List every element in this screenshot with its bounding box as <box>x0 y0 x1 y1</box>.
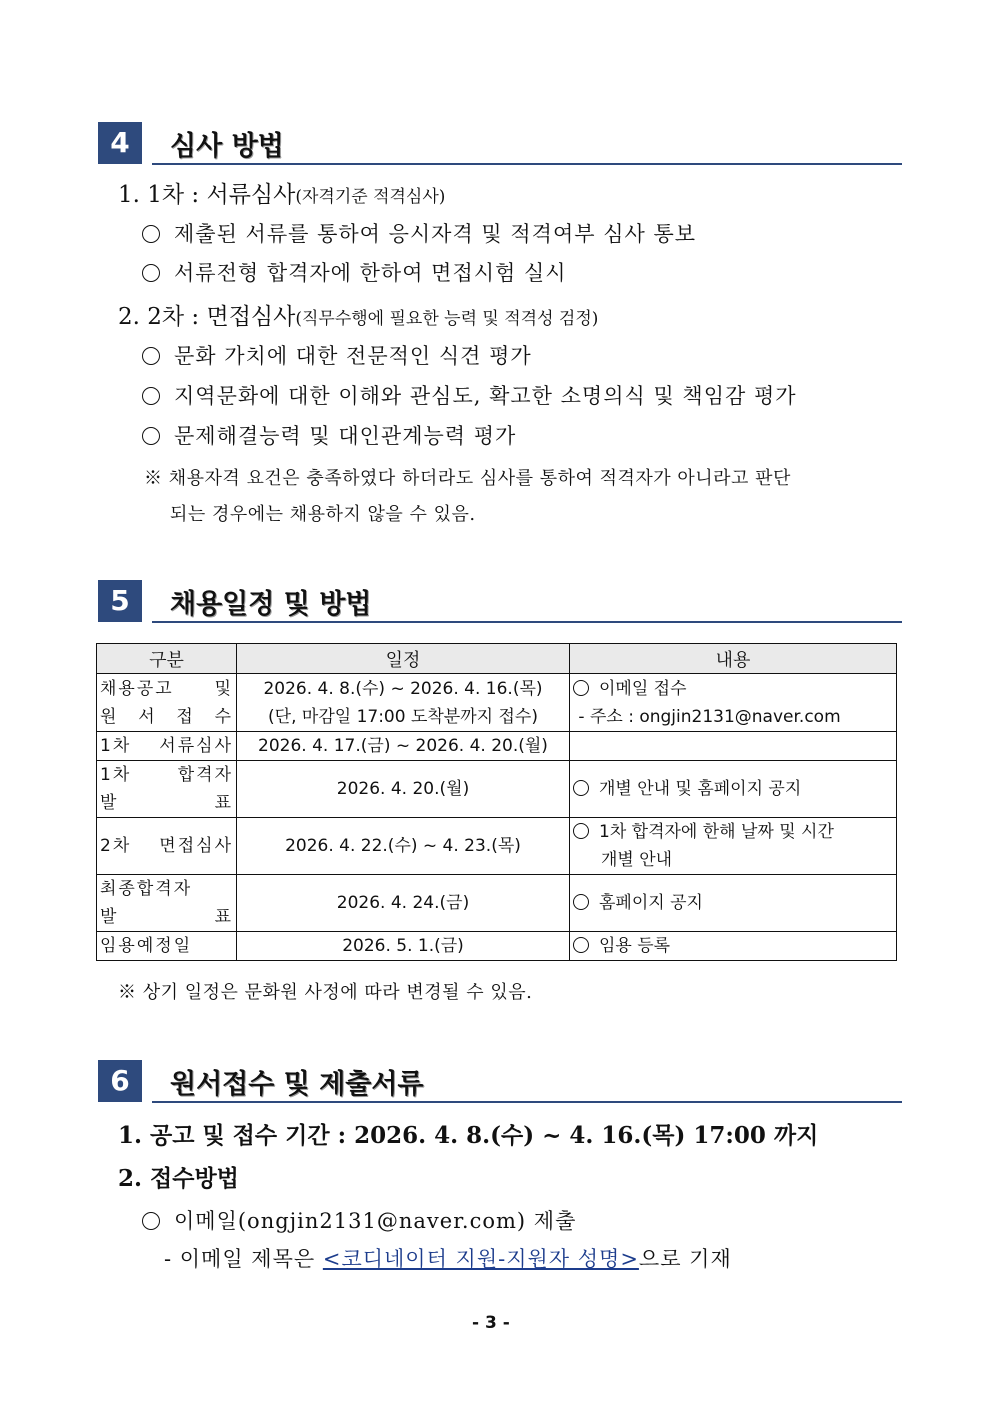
content-line: - 주소 : ongjin2131@naver.com <box>573 706 841 727</box>
sec4-item2 <box>118 298 598 331</box>
header-schedule: 일정 <box>237 644 570 674</box>
section-4-rule <box>152 163 902 165</box>
sec4-item2-bullet-1 <box>142 340 532 370</box>
row-content <box>570 818 897 875</box>
subline-prefix: - 이메일 제목은 <box>164 1247 323 1271</box>
category-line: 원 서 접 수 <box>100 706 233 727</box>
row-category <box>97 674 237 732</box>
content-line <box>573 775 893 803</box>
category-line: 발 표 <box>100 793 233 813</box>
content-line <box>573 675 893 703</box>
sec4-item1 <box>118 176 445 209</box>
section-6-title: 원서접수 및 제출서류 <box>170 1069 424 1100</box>
row-content <box>570 761 897 818</box>
sec5-footnote: ※ 상기 일정은 문화원 사정에 따라 변경될 수 있음. <box>118 982 533 1003</box>
date-line: 2026. 4. 17.(금) ~ 2026. 4. 20.(월) <box>258 736 548 756</box>
sec4-item2-bullet-3 <box>142 420 516 450</box>
circle-bullet-icon <box>573 823 589 839</box>
row-date <box>237 761 570 818</box>
section-6-number: 6 <box>98 1060 142 1102</box>
date-line: (단, 마감일 17:00 도착분까지 접수) <box>268 706 538 727</box>
bullet-text: 이메일(ongjin2131@naver.com) 제출 <box>174 1209 577 1233</box>
sec4-item1-label: 1. 1차 : 서류심사 <box>118 182 296 208</box>
sec6-item1: 1. 공고 및 접수 기간 : 2026. 4. 8.(수) ~ 4. 16.(목) 17:00 까지 <box>118 1122 819 1149</box>
table-row <box>97 732 897 761</box>
section-4-number: 4 <box>98 122 142 164</box>
sec4-item2-note: (직무수행에 필요한 능력 및 적격성 검정) <box>295 309 599 329</box>
category-line: 임용예정일 <box>100 936 193 956</box>
circle-bullet-icon <box>142 225 160 243</box>
content-line <box>573 932 893 960</box>
bullet-text: 지역문화에 대한 이해와 관심도, 확고한 소명의식 및 책임감 평가 <box>174 384 797 408</box>
section-6-rule <box>152 1101 902 1103</box>
row-category <box>97 761 237 818</box>
header-content: 내용 <box>570 644 897 674</box>
row-date <box>237 875 570 932</box>
row-content <box>570 875 897 932</box>
sec4-remark-line2: 되는 경우에는 채용하지 않을 수 있음. <box>170 504 476 525</box>
circle-bullet-icon <box>142 264 160 282</box>
date-line: 2026. 4. 22.(수) ~ 4. 23.(목) <box>285 836 521 856</box>
content-text: 이메일 접수 <box>599 678 687 699</box>
circle-bullet-icon <box>142 347 160 365</box>
circle-bullet-icon <box>573 780 589 796</box>
date-line: 2026. 4. 20.(월) <box>336 779 470 799</box>
row-content <box>570 932 897 961</box>
email-subject-format: <코디네이터 지원-지원자 성명> <box>322 1247 639 1271</box>
category-line: 2차 면접심사 <box>100 836 233 856</box>
content-text: 임용 등록 <box>599 936 671 956</box>
section-5-rule <box>152 621 902 623</box>
row-date <box>237 818 570 875</box>
sec4-item1-note: (자격기준 적격심사) <box>295 187 446 207</box>
subline-suffix: 으로 기재 <box>638 1247 732 1271</box>
section-5-number: 5 <box>98 580 142 622</box>
circle-bullet-icon <box>573 937 589 953</box>
row-content <box>570 732 897 761</box>
sec6-item2: 2. 접수방법 <box>118 1165 239 1192</box>
category-line: 1차 합격자 <box>100 765 233 785</box>
circle-bullet-icon <box>142 427 160 445</box>
date-line: 2026. 5. 1.(금) <box>342 936 464 956</box>
section-4-title: 심사 방법 <box>170 131 284 162</box>
bullet-text: 문화 가치에 대한 전문적인 식견 평가 <box>174 344 532 368</box>
row-date <box>237 732 570 761</box>
bullet-text: 서류전형 합격자에 한하여 면접시험 실시 <box>174 261 567 285</box>
table-header-row <box>97 644 897 674</box>
row-category <box>97 818 237 875</box>
date-line: 2026. 4. 8.(수) ~ 2026. 4. 16.(목) <box>263 678 543 699</box>
bullet-text: 제출된 서류를 통하여 응시자격 및 적격여부 심사 통보 <box>174 222 697 246</box>
content-line: 개별 안내 <box>601 850 673 870</box>
bullet-text: 문제해결능력 및 대인관계능력 평가 <box>174 424 517 448</box>
circle-bullet-icon <box>573 680 589 696</box>
category-line: 채용공고 및 <box>100 678 233 699</box>
sec4-item2-bullet-2 <box>142 380 797 410</box>
sec4-item1-bullet-2 <box>142 257 567 287</box>
table-row <box>97 875 897 932</box>
row-content <box>570 674 897 732</box>
content-text: 1차 합격자에 한해 날짜 및 시간 <box>599 822 834 842</box>
circle-bullet-icon <box>573 894 589 910</box>
content-line <box>573 818 893 846</box>
table-row <box>97 674 897 732</box>
sec6-subline <box>164 1243 732 1273</box>
sec4-item2-label: 2. 2차 : 면접심사 <box>118 304 296 330</box>
content-line <box>573 889 893 917</box>
circle-bullet-icon <box>142 1212 160 1230</box>
sec6-bullet <box>142 1205 576 1235</box>
schedule-table <box>96 643 897 961</box>
content-text: 개별 안내 및 홈페이지 공지 <box>599 779 802 799</box>
date-line: 2026. 4. 24.(금) <box>336 893 470 913</box>
sec4-remark-line1: ※ 채용자격 요건은 충족하였다 하더라도 심사를 통하여 적격자가 아니라고 판단 <box>144 468 791 489</box>
table-row <box>97 761 897 818</box>
row-category <box>97 932 237 961</box>
sec4-item1-bullet-1 <box>142 218 696 248</box>
circle-bullet-icon <box>142 387 160 405</box>
row-category <box>97 732 237 761</box>
page-number: - 3 - <box>472 1313 510 1333</box>
row-date <box>237 932 570 961</box>
row-date <box>237 674 570 732</box>
header-category: 구분 <box>97 644 237 674</box>
row-category <box>97 875 237 932</box>
table-row <box>97 932 897 961</box>
section-5-title: 채용일정 및 방법 <box>170 589 372 620</box>
category-line: 최종합격자 <box>100 879 193 899</box>
category-line: 발 표 <box>100 907 233 927</box>
table-row <box>97 818 897 875</box>
category-line: 1차 서류심사 <box>100 736 233 756</box>
content-text: 홈페이지 공지 <box>599 893 703 913</box>
